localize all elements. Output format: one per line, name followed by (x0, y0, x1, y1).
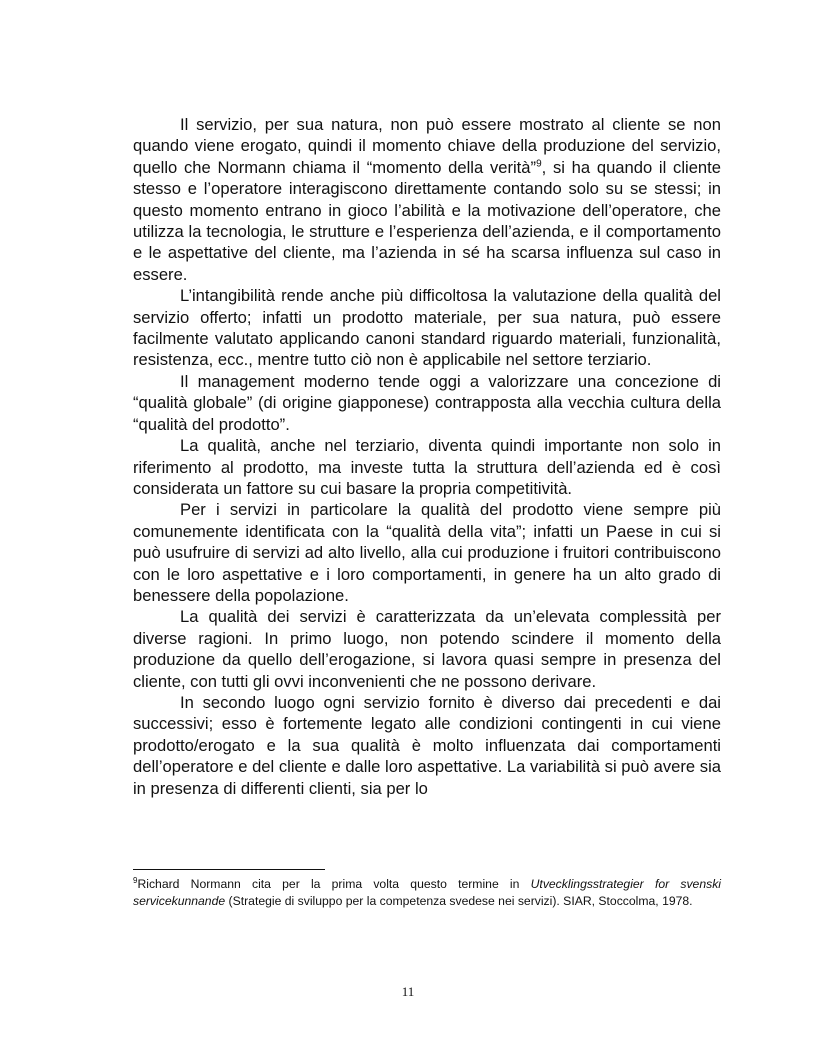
paragraph-5: Per i servizi in particolare la qualità del prodotto viene sempre più comunemente identificata con la “qualità della vita”; infatti un Paese in cui si può usufruire di servizi ad alto livello, alla cui produzione i fruitori contribuiscono con le loro aspettative e i loro comportamenti, in genere ha un alto grado di benessere della popolazione. (133, 500, 721, 605)
footnote-prefix: Richard Normann cita per la prima volta questo termine in (137, 877, 531, 891)
paragraph-7: In secondo luogo ogni servizio fornito è diverso dai precedenti e dai successivi; esso è fortemente legato alle condizioni contingenti in cui viene prodotto/erogato e la sua qualità è molto influenzata dai comportamenti dell’operatore e del cliente e dalle loro aspettative. La variabilità si può avere sia in presenza di differenti clienti, sia per lo (133, 692, 721, 798)
footnote-separator (133, 869, 325, 870)
body-text (133, 114, 721, 799)
footnote-number: 9 (133, 875, 138, 885)
paragraph-1-text-b: , si ha quando il cliente stesso e l’operatore interagiscono direttamente contando solo su se stessi; in questo momento entrano in gioco l’abilità e la motivazione dell’operatore, che utilizza la tecnologia, le strutture e l’esperienza dell’azienda, e il comportamento e le aspettative del cliente, ma l’azienda in sé ha scarsa influenza sul caso in essere. (133, 157, 721, 284)
paragraph-2: L’intangibilità rende anche più difficoltosa la valutazione della qualità del servizio offerto; infatti un prodotto materiale, per sua natura, può essere facilmente valutato applicando canoni standard riguardo materiali, funzionalità, resistenza, ecc., mentre tutto ciò non è applicabile nel settore terziario. (133, 286, 721, 370)
footnote-title: Utvecklingsstrategier for svenski servicekunnande (133, 877, 722, 908)
paragraph-1 (133, 114, 721, 285)
paragraph-1-text-a: Il servizio, per sua natura, non può essere mostrato al cliente se non quando viene erogato, quindi il momento chiave della produzione del servizio, quello che Normann chiama il “momento della verità” (133, 115, 721, 177)
paragraph-3: Il management moderno tende oggi a valorizzare una concezione di “qualità globale” (di origine giapponese) contrapposta alla vecchia cultura della “qualità del prodotto”. (133, 371, 721, 434)
paragraph-6: La qualità dei servizi è caratterizzata da un’elevata complessità per diverse ragioni. In primo luogo, non potendo scindere il momento della produzione da quello dell’erogazione, si lavora quasi sempre in presenza del cliente, con tutti gli ovvi inconvenienti che ne possono derivare. (133, 607, 721, 691)
page-number: 11 (401, 984, 415, 999)
footnote-reference: 9 (536, 158, 542, 170)
footnote (133, 876, 721, 910)
footnote-suffix: (Strategie di sviluppo per la competenza svedese nei servizi). SIAR, Stoccolma, 1978. (225, 894, 693, 908)
paragraph-4: La qualità, anche nel terziario, diventa quindi importante non solo in riferimento al prodotto, ma investe tutta la struttura dell’azienda ed è così considerata un fattore su cui basare la propria competitività. (133, 436, 721, 498)
